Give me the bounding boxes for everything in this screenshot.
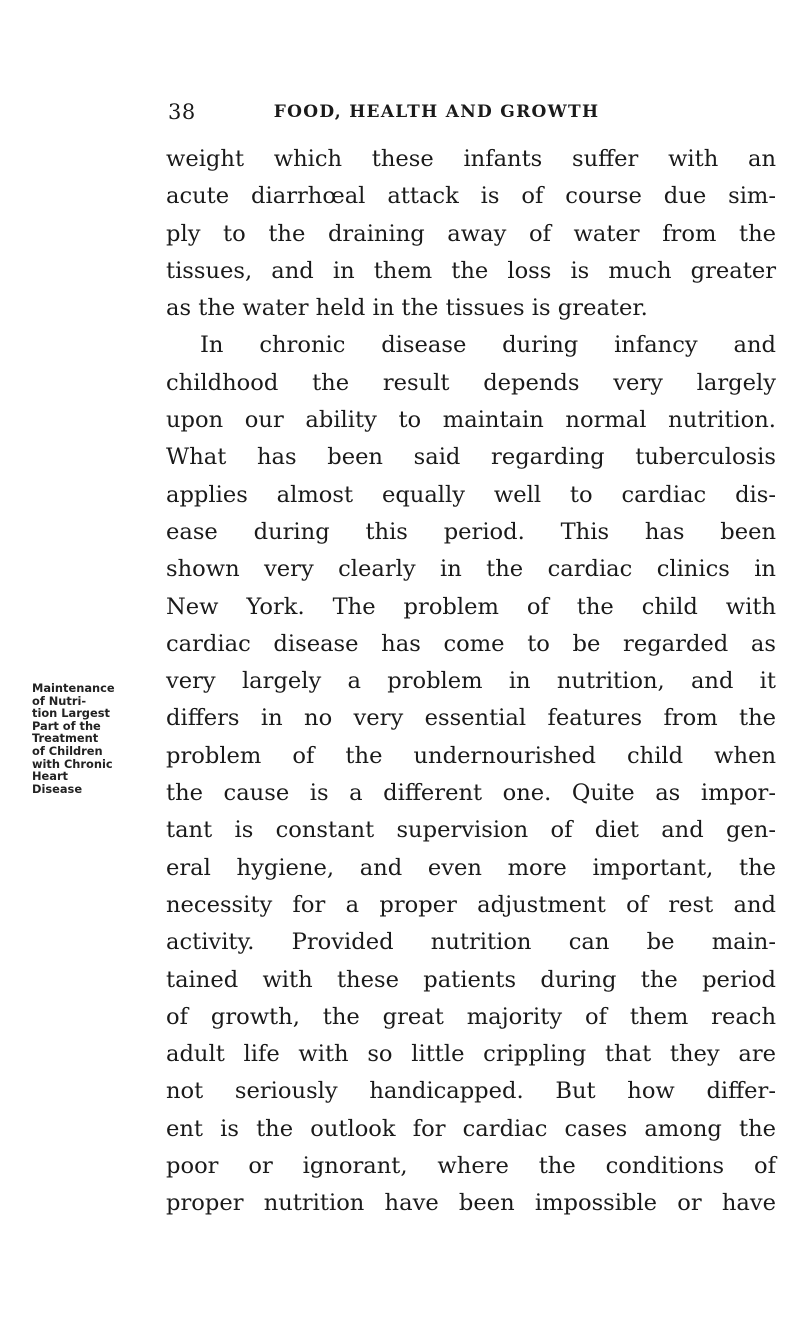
- text-line: as the water held in the tissues is greater.: [166, 295, 648, 322]
- text-line: weight which these infants suffer with an: [166, 146, 776, 172]
- sidenote-line: of Children: [32, 743, 103, 758]
- text-line: childhood the result depends very largely: [166, 369, 776, 396]
- text-line: eral hygiene, and even more important, the: [166, 854, 776, 881]
- text-line: the cause is a different one. Quite as impor-: [166, 780, 776, 807]
- running-title: FOOD, HEALTH AND GROWTH: [273, 102, 600, 122]
- sidenote-line: tion Largest: [32, 706, 110, 721]
- sidenote-line: with Chronic: [32, 756, 113, 771]
- text-line: tant is constant supervision of diet and gen-: [166, 817, 776, 844]
- sidenote-line: Maintenance: [32, 681, 115, 695]
- page-header: [168, 98, 768, 126]
- text-line: problem of the undernourished child when: [166, 742, 776, 769]
- text-line: proper nutrition have been impossible or have: [166, 1190, 776, 1217]
- text-line: applies almost equally well to cardiac dis-: [166, 481, 776, 508]
- text-line: What has been said regarding tuberculosis: [166, 444, 776, 471]
- page-number: 38: [168, 100, 196, 124]
- text-line: tained with these patients during the period: [166, 966, 776, 993]
- text-line: necessity for a proper adjustment of rest and: [166, 891, 776, 918]
- text-line: ent is the outlook for cardiac cases among the: [166, 1115, 776, 1142]
- body-text: [166, 141, 776, 1223]
- sidenote-line: Part of the: [32, 718, 101, 733]
- text-line: tissues, and in them the loss is much greater: [166, 257, 776, 284]
- text-line: differs in no very essential features from the: [166, 705, 776, 732]
- margin-sidenote: [32, 682, 142, 795]
- text-line: acute diarrhœal attack is of course due sim-: [166, 183, 776, 210]
- text-line: activity. Provided nutrition can be main-: [166, 929, 776, 956]
- text-line: In chronic disease during infancy and: [200, 332, 776, 359]
- sidenote-line: Heart: [32, 769, 69, 784]
- sidenote-line: of Nutri-: [32, 693, 87, 708]
- sidenote-line: Disease: [32, 781, 83, 796]
- text-line: adult life with so little crippling that they are: [166, 1041, 776, 1068]
- text-line: poor or ignorant, where the conditions of: [166, 1153, 776, 1180]
- text-line: not seriously handicapped. But how differ-: [166, 1078, 776, 1105]
- text-line: of growth, the great majority of them reach: [166, 1003, 776, 1030]
- text-line: upon our ability to maintain normal nutrition.: [166, 407, 776, 434]
- text-line: ply to the draining away of water from the: [166, 220, 776, 247]
- text-line: New York. The problem of the child with: [166, 593, 776, 620]
- text-line: ease during this period. This has been: [166, 518, 776, 545]
- text-line: cardiac disease has come to be regarded as: [166, 630, 776, 657]
- text-line: very largely a problem in nutrition, and it: [166, 668, 776, 695]
- sidenote-line: Treatment: [32, 731, 99, 746]
- text-line: shown very clearly in the cardiac clinics in: [166, 556, 776, 583]
